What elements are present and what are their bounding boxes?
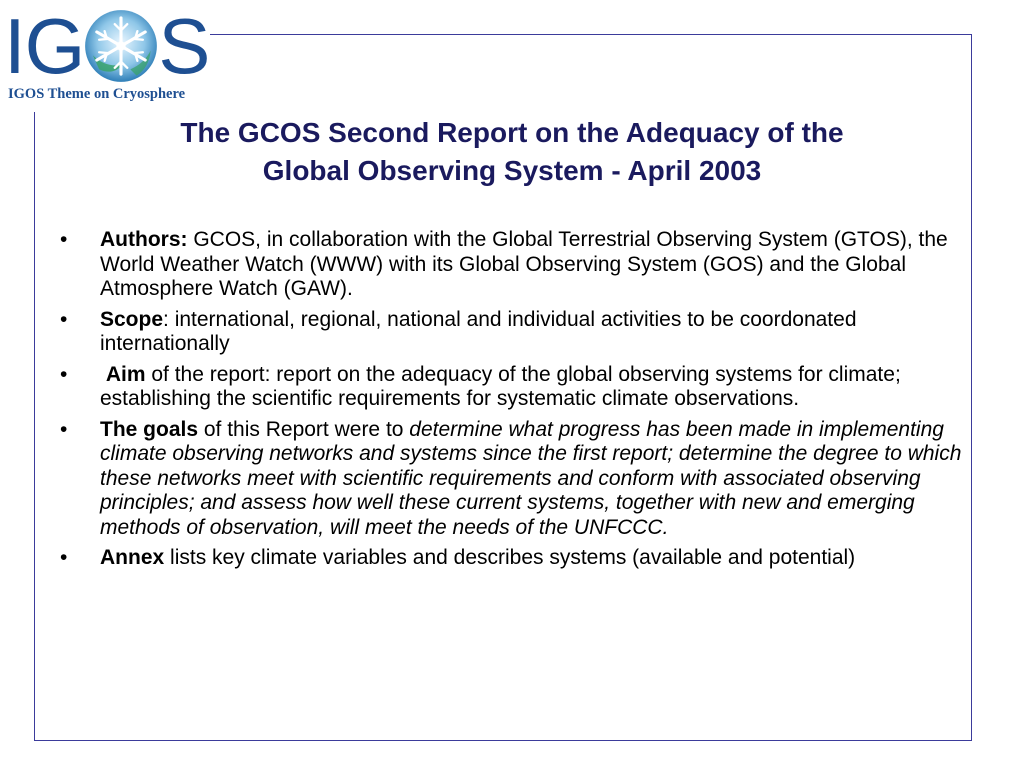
bullet-annex xyxy=(60,546,965,571)
bullet-lead: Annex xyxy=(100,546,165,569)
bullet-scope xyxy=(60,308,965,357)
logo-subtitle: IGOS Theme on Cryosphere xyxy=(8,86,186,102)
slide-title xyxy=(80,114,944,190)
bullet-text: of this Report were to xyxy=(198,417,410,441)
bullet-marker: • xyxy=(60,417,68,441)
logo-wordmark xyxy=(4,2,210,90)
bullet-lead: Aim xyxy=(105,362,146,386)
bullet-marker: • xyxy=(60,228,68,251)
logo-letters-right: S xyxy=(158,2,210,90)
snowflake-globe-icon xyxy=(82,7,160,85)
bullet-goals xyxy=(60,418,965,541)
bullet-text: : international, regional, national and individual activities to be coordonated internationally xyxy=(100,307,857,355)
title-line-2: Global Observing System - April 2003 xyxy=(262,155,762,186)
bullet-text: lists key climate variables and describes systems (available and potential) xyxy=(164,546,856,569)
title-line-1: The GCOS Second Report on the Adequacy of the xyxy=(180,117,844,148)
bullet-text: of the report: report on the adequacy of the global observing systems for climate; establishing the scientific requirements for systematic climate observations. xyxy=(100,362,901,410)
bullet-text: GCOS, in collaboration with the Global Terrestrial Observing System (GTOS), the World Weather Watch (WWW) with its Global Observing System (GOS) and the Global Atmosphere Watch (GAW). xyxy=(100,228,948,300)
logo-letters-left: IG xyxy=(4,2,85,90)
bullet-marker: • xyxy=(60,362,68,386)
bullet-authors xyxy=(60,228,965,302)
bullet-aim xyxy=(60,363,965,412)
bullet-marker: • xyxy=(60,546,68,569)
bullet-lead: Scope xyxy=(100,307,164,331)
bullet-italic-text: determine what progress has been made in implementing climate observing networks and systems since the first report; determine the degree to which these networks meet with scientific requirements and conform with associated observing principles; and assess how well these current systems, together with new and emerging methods of observation, will meet the needs of the UNFCCC. xyxy=(100,417,962,539)
bullet-list xyxy=(60,228,965,577)
igos-logo xyxy=(0,0,210,112)
bullet-marker: • xyxy=(60,307,68,331)
bullet-lead: Authors: xyxy=(100,228,188,251)
bullet-lead: The goals xyxy=(100,417,199,441)
